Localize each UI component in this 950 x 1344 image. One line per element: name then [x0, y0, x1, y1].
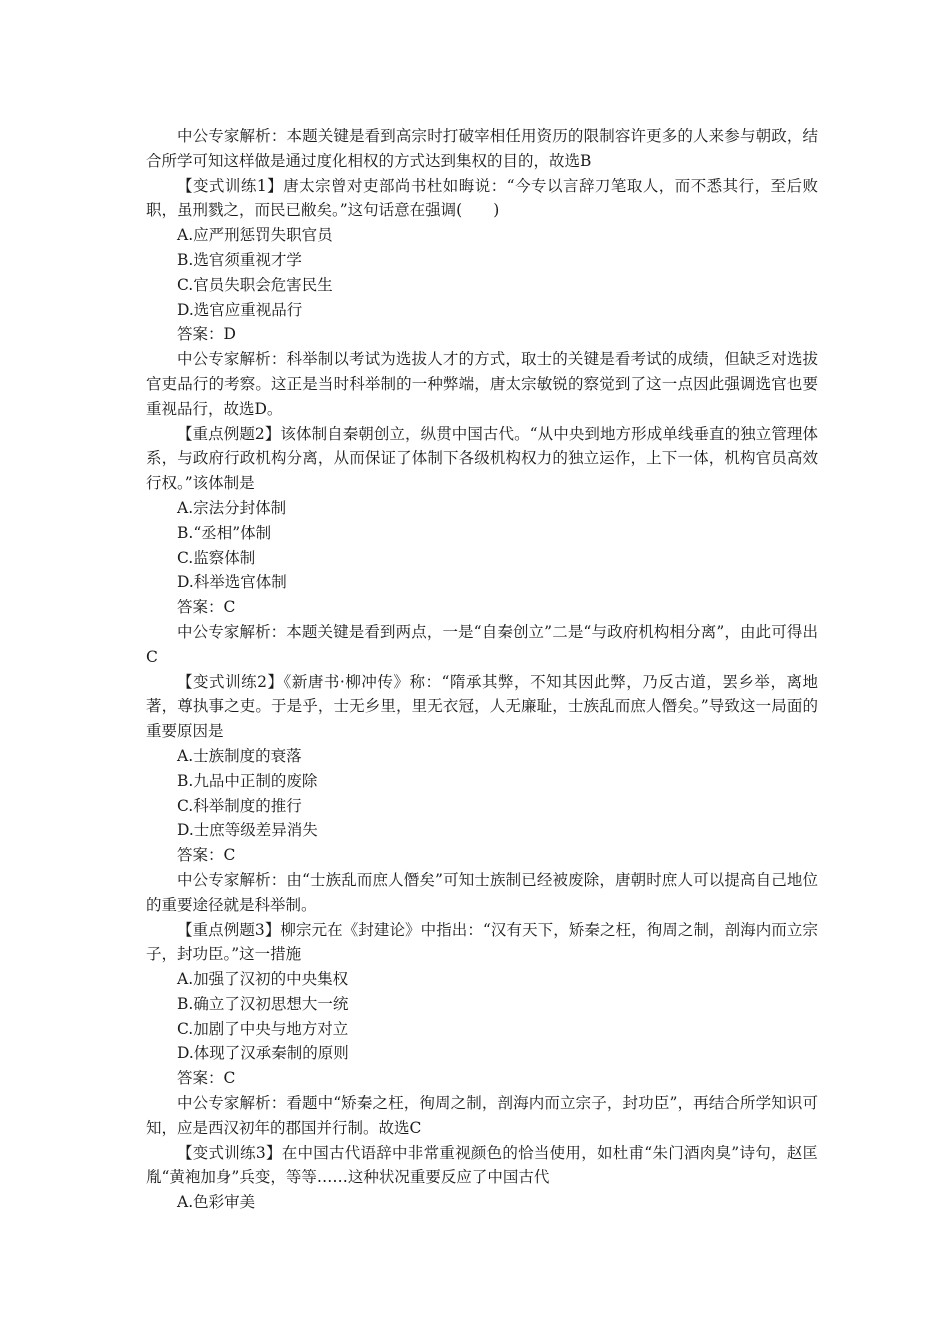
question-example-2: 【重点例题2】该体制自秦朝创立，纵贯中国古代。“从中央到地方形成单线垂直的独立管理体系，与政府行政机构分离，从而保证了体制下各级机构权力的独立运作，上下一体，机构官员高效行权。”该体制是	[146, 424, 818, 493]
analysis-1: 中公专家解析：科举制以考试为选拔人才的方式，取士的关键是看考试的成绩，但缺乏对选拔官吏品行的考察。这正是当时科举制的一种弊端，唐太宗敏锐的察觉到了这一点因此强调选官也要重视品行，故选D。	[146, 350, 818, 418]
option-c: C.科举制度的推行	[177, 796, 302, 815]
option-d: D.体现了汉承秦制的原则	[177, 1044, 349, 1063]
option-a: A.加强了汉初的中央集权	[177, 970, 349, 989]
document-body	[146, 124, 818, 1215]
option-b: B.选官须重视才学	[177, 250, 302, 269]
answer: 答案：C	[177, 598, 236, 617]
answer: 答案：C	[177, 846, 236, 865]
question-example-3: 【重点例题3】柳宗元在《封建论》中指出：“汉有天下，矫秦之枉，徇周之制，剖海内而立宗子，封功臣。”这一措施	[146, 920, 818, 964]
option-d: D.选官应重视品行	[177, 300, 303, 319]
option-d: D.士庶等级差异消失	[177, 821, 318, 840]
option-c: C.加剧了中央与地方对立	[177, 1019, 349, 1038]
analysis-3: 中公专家解析：由“士族乱而庶人僭矣”可知士族制已经被废除，唐朝时庶人可以提高自己地位的重要途径就是科举制。	[146, 870, 818, 914]
option-a: A.士族制度的衰落	[177, 746, 302, 765]
question-variant-3: 【变式训练3】在中国古代语辞中非常重视颜色的恰当使用，如杜甫“朱门酒肉臭”诗句，赵匡胤“黄袍加身”兵变，等等……这种状况重要反应了中国古代	[146, 1143, 818, 1187]
option-c: C.监察体制	[177, 548, 256, 567]
option-b: B.确立了汉初思想大一统	[177, 994, 349, 1013]
analysis-0: 中公专家解析：本题关键是看到高宗时打破宰相任用资历的限制容许更多的人来参与朝政，结合所学可知这样做是通过度化相权的方式达到集权的目的，故选B	[146, 127, 818, 170]
question-variant-1: 【变式训练1】唐太宗曾对吏部尚书杜如晦说：“今专以言辞刀笔取人，而不悉其行，至后败职，虽刑戮之，而民已敝矣。”这句话意在强调( )	[146, 176, 818, 220]
option-d: D.科举选官体制	[177, 573, 287, 592]
analysis-4: 中公专家解析：看题中“矫秦之枉，徇周之制，剖海内而立宗子，封功臣”，再结合所学知识可知，应是西汉初年的郡国并行制。故选C	[146, 1094, 818, 1137]
answer: 答案：C	[177, 1069, 236, 1088]
option-a: A.色彩审美	[177, 1193, 256, 1212]
option-b: B.“丞相”体制	[177, 523, 272, 542]
answer: 答案：D	[177, 325, 236, 344]
analysis-2: 中公专家解析：本题关键是看到两点，一是“自秦创立”二是“与政府机构相分离”，由此可得出C	[146, 622, 818, 666]
question-variant-2: 【变式训练2】《新唐书·柳冲传》称：“隋承其弊，不知其因此弊，乃反古道，罢乡举，离地著，尊执事之吏。于是乎，士无乡里，里无衣冠，人无廉耻，士族乱而庶人僭矣。”导致这一局面的重要原因是	[146, 672, 818, 741]
option-b: B.九品中正制的废除	[177, 771, 318, 790]
option-c: C.官员失职会危害民生	[177, 275, 333, 294]
option-a: A.应严刑惩罚失职官员	[177, 226, 333, 245]
option-a: A.宗法分封体制	[177, 498, 287, 517]
